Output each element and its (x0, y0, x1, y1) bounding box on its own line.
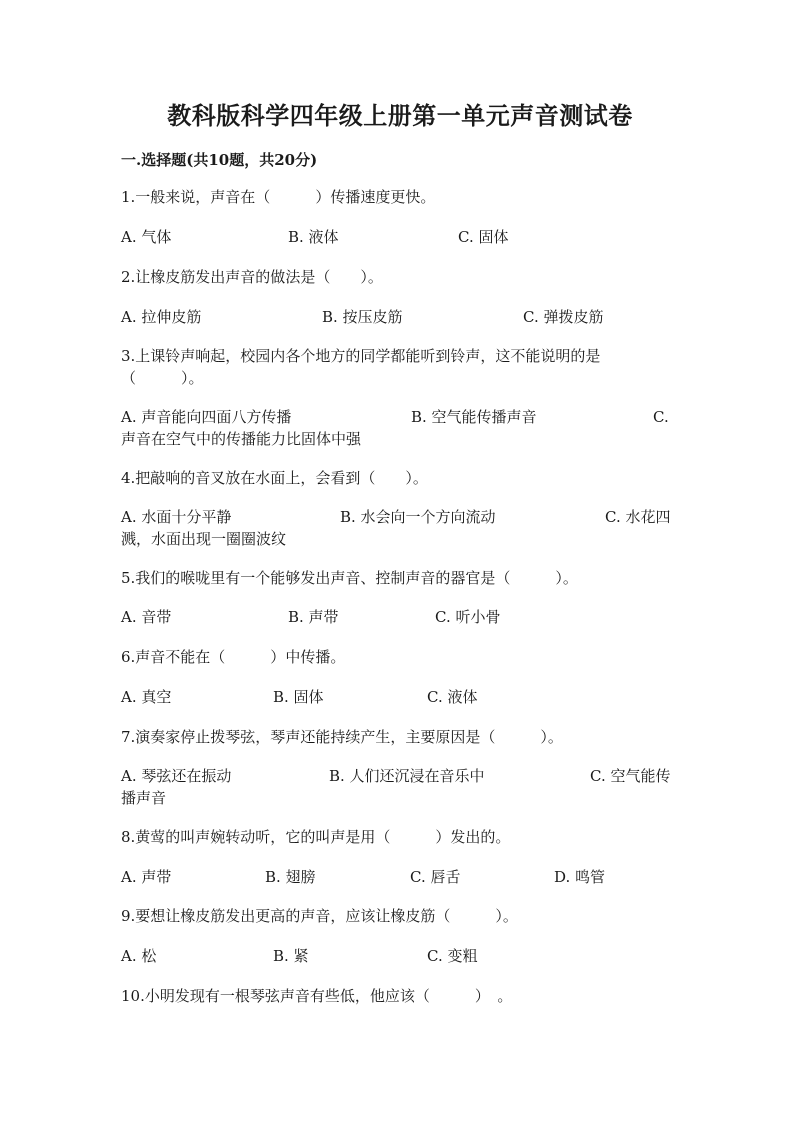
option-b[interactable]: B. 水会向一个方向流动 (340, 508, 496, 526)
question-9-stem: 9.要想让橡皮筋发出更高的声音，应该让橡皮筋（ ）。 (121, 907, 518, 925)
option-b[interactable]: B. 翅膀 (265, 868, 316, 886)
question-2-stem: 2.让橡皮筋发出声音的做法是（ ）。 (121, 268, 383, 286)
option-c[interactable]: C. 水花四 (605, 508, 671, 526)
option-c[interactable]: C. 空气能传 (590, 767, 671, 785)
option-a[interactable]: A. 声带 (121, 868, 172, 886)
question-7-options (121, 765, 681, 787)
option-c[interactable]: C. 弹拨皮筋 (523, 308, 604, 326)
option-a[interactable]: A. 气体 (121, 228, 172, 246)
option-a[interactable]: A. 水面十分平静 (121, 508, 232, 526)
option-b[interactable]: B. 按压皮筋 (322, 308, 403, 326)
question-4-stem: 4.把敲响的音叉放在水面上，会看到（ ）。 (121, 469, 428, 487)
question-2-options (121, 306, 681, 328)
option-b[interactable]: B. 人们还沉浸在音乐中 (329, 767, 485, 785)
option-a[interactable]: A. 真空 (121, 688, 172, 706)
option-b[interactable]: B. 液体 (288, 228, 339, 246)
question-3-stem: 3.上课铃声响起，校园内各个地方的同学都能听到铃声，这不能说明的是 (121, 347, 601, 365)
option-b[interactable]: B. 空气能传播声音 (411, 408, 537, 426)
option-b[interactable]: B. 紧 (273, 947, 309, 965)
question-3-stem-cont: （ ）。 (121, 369, 204, 387)
question-4-option-c-cont: 溅，水面出现一圈圈波纹 (121, 530, 287, 548)
option-a[interactable]: A. 拉伸皮筋 (121, 308, 202, 326)
question-5-stem: 5.我们的喉咙里有一个能够发出声音、控制声音的器官是（ ）。 (121, 569, 578, 587)
option-c[interactable]: C. (653, 408, 669, 426)
question-5-options (121, 606, 681, 628)
question-8-options (121, 866, 681, 888)
option-c[interactable]: C. 变粗 (427, 947, 478, 965)
question-10-stem: 10.小明发现有一根琴弦声音有些低，他应该（ ） 。 (121, 987, 513, 1005)
question-3-options (121, 406, 681, 428)
option-a[interactable]: A. 琴弦还在振动 (121, 767, 232, 785)
question-7-stem: 7.演奏家停止拨琴弦，琴声还能持续产生，主要原因是（ ）。 (121, 728, 563, 746)
option-d[interactable]: D. 鸣管 (554, 868, 606, 886)
option-c[interactable]: C. 听小骨 (435, 608, 501, 626)
option-c[interactable]: C. 固体 (458, 228, 509, 246)
option-a[interactable]: A. 声音能向四面八方传播 (121, 408, 292, 426)
option-b[interactable]: B. 声带 (288, 608, 339, 626)
question-4-options (121, 506, 681, 528)
option-c[interactable]: C. 唇舌 (410, 868, 461, 886)
page-title: 教科版科学四年级上册第一单元声音测试卷 (167, 101, 633, 130)
question-9-options (121, 945, 681, 967)
question-1-stem: 1.一般来说，声音在（ ）传播速度更快。 (121, 188, 436, 206)
option-c[interactable]: C. 液体 (427, 688, 478, 706)
option-a[interactable]: A. 松 (121, 947, 157, 965)
option-b[interactable]: B. 固体 (273, 688, 324, 706)
question-3-option-c-cont: 声音在空气中的传播能力比固体中强 (121, 430, 362, 448)
question-6-stem: 6.声音不能在（ ）中传播。 (121, 648, 346, 666)
question-7-option-c-cont: 播声音 (121, 789, 167, 807)
question-6-options (121, 686, 681, 708)
question-1-options (121, 226, 681, 248)
section-heading: 一.选择题(共10题，共20分) (121, 151, 318, 169)
question-8-stem: 8.黄莺的叫声婉转动听，它的叫声是用（ ）发出的。 (121, 828, 511, 846)
option-a[interactable]: A. 音带 (121, 608, 172, 626)
